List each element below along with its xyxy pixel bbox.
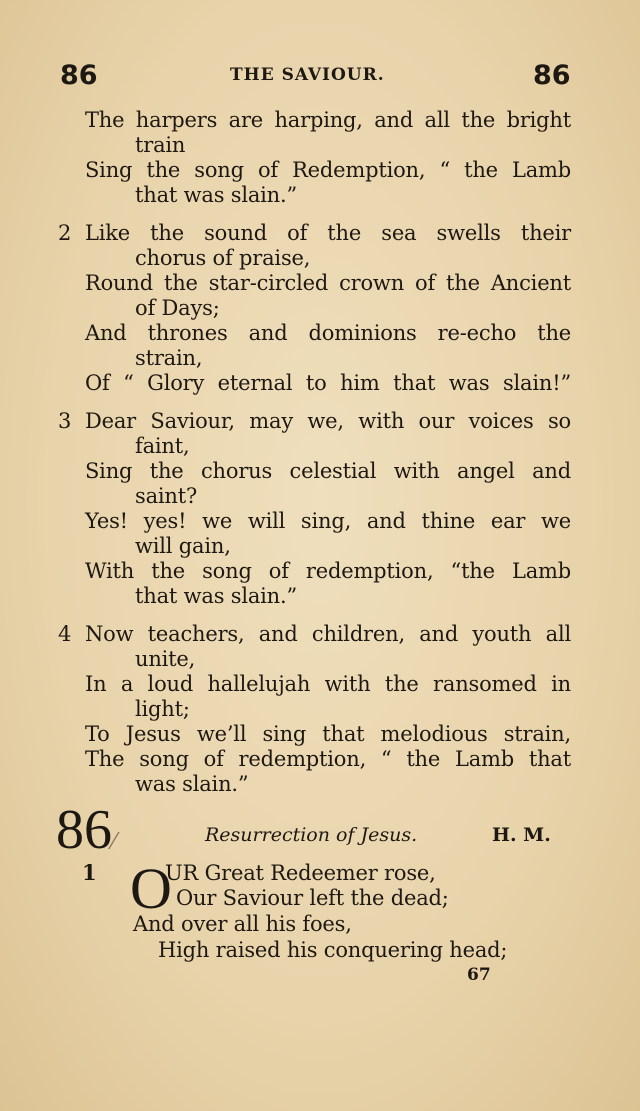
hymn-number: 86 — [56, 799, 112, 861]
verse-line: light; — [135, 697, 190, 721]
verse-line: of Days; — [135, 296, 220, 320]
verse-line: chorus of praise, — [135, 246, 311, 270]
verse-line: Yes! yes! we will sing, and thine ear we — [85, 509, 571, 533]
verse-line: The harpers are harping, and all the bright — [85, 108, 571, 132]
hymn-meter: H. M. — [492, 824, 551, 846]
folio-number: 67 — [467, 965, 491, 985]
verse-line: Dear Saviour, may we, with our voices so — [85, 409, 571, 433]
verse-line: Round the star-circled crown of the Ancient — [85, 271, 571, 295]
verse-line: will gain, — [135, 534, 231, 558]
verse-line: Now teachers, and children, and youth all — [85, 622, 571, 646]
running-title: THE SAVIOUR. — [230, 65, 385, 85]
stanza-number: 2 — [58, 221, 72, 245]
verse-line: And thrones and dominions re-echo the — [85, 321, 571, 345]
verse-number: 1 — [82, 860, 97, 885]
stanza-number: 4 — [58, 622, 72, 646]
verse-line: UR Great Redeemer rose, — [165, 861, 436, 885]
pencil-mark-icon: ⁄ — [112, 830, 116, 855]
page-number-left: 86 — [60, 60, 98, 91]
verse-line: faint, — [135, 434, 190, 458]
verse-line: Our Saviour left the dead; — [176, 886, 449, 910]
verse-line: was slain.” — [135, 772, 249, 796]
verse-line: High raised his conquering head; — [158, 938, 508, 962]
verse-line: train — [135, 133, 186, 157]
hymn-title: Resurrection of Jesus. — [205, 824, 418, 846]
stanza-number: 3 — [58, 409, 72, 433]
verse-line: Sing the chorus celestial with angel and — [85, 459, 571, 483]
verse-line: Of “ Glory eternal to him that was slain!” — [85, 371, 571, 395]
verse-line: The song of redemption, “ the Lamb that — [85, 747, 571, 771]
drop-cap: O — [130, 856, 172, 921]
page-number-right: 86 — [533, 60, 571, 91]
verse-line: And over all his foes, — [133, 912, 352, 936]
verse-line: To Jesus we’ll sing that melodious strain, — [85, 722, 571, 746]
verse-line: Sing the song of Redemption, “ the Lamb — [85, 158, 571, 182]
verse-line: that was slain.” — [135, 584, 298, 608]
verse-line: Like the sound of the sea swells their — [85, 221, 571, 245]
verse-line: In a loud hallelujah with the ransomed in — [85, 672, 571, 696]
verse-line: saint? — [135, 484, 198, 508]
verse-line: strain, — [135, 346, 203, 370]
verse-line: that was slain.” — [135, 183, 298, 207]
verse-line: unite, — [135, 647, 196, 671]
verse-line: With the song of redemption, “the Lamb — [85, 559, 571, 583]
